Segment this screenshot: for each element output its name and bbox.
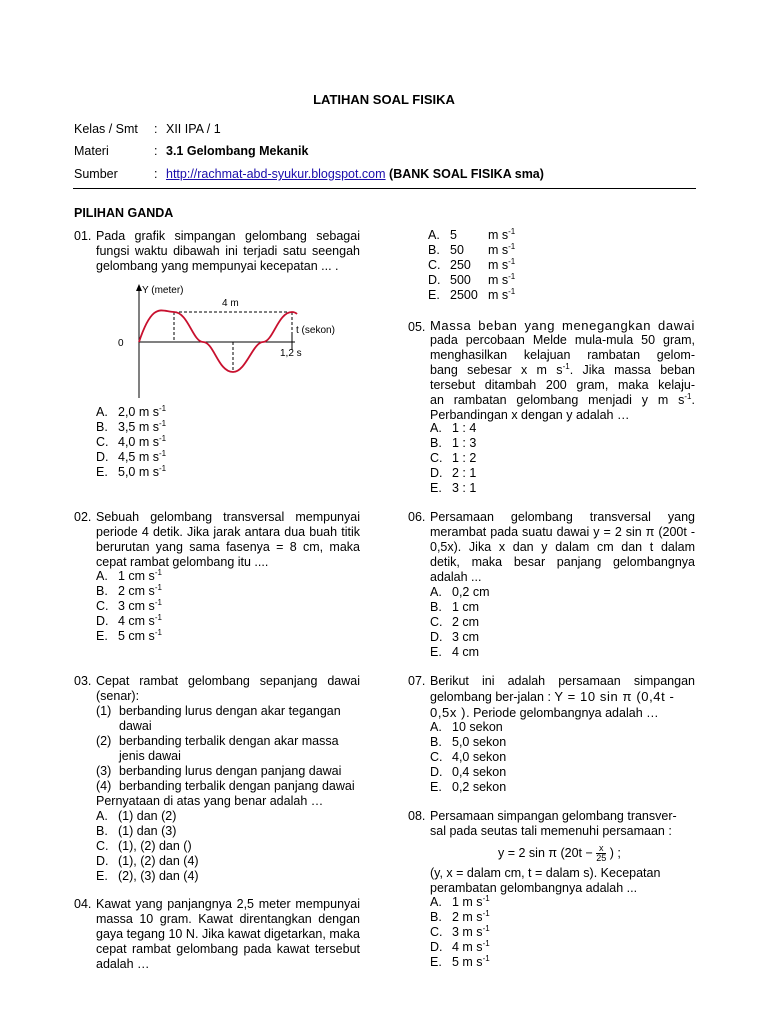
question-08-text-2: (y, x = dalam cm, t = dalam s). Kecepatan perambatan gelombangnya adalah ...	[430, 866, 661, 895]
option-e[interactable]: E. (2), (3) dan (4)	[96, 869, 199, 883]
page-title: LATIHAN SOAL FISIKA	[313, 92, 455, 107]
option-a[interactable]: A. 0,2 cm	[430, 585, 490, 599]
q04-options	[428, 228, 515, 303]
question-03-prompt: Pernyataan di atas yang benar adalah …	[96, 794, 324, 808]
option-b[interactable]: B. 2 m $s^{-1}$	[430, 908, 490, 924]
statement: (2) berbanding terbalik dengan akar massa jenis dawai	[96, 734, 339, 763]
section-title: PILIHAN GANDA	[74, 206, 174, 220]
option-e[interactable]: E. 3 : 1	[430, 481, 477, 495]
option-d[interactable]: D. 4,5 m $s^{-1}$	[96, 448, 167, 464]
header-divider	[73, 188, 696, 189]
question-05-text: Massa beban yang menegangkan dawai pada percobaan Melde mula-mula 50 gram, menghasilkan kelajuan rambatan gelom- bang sebesar x m $s^{-1}$. Jika massa beban tersebut ditambah 200 gram, maka kelaju- an rambatan gelombang menjadi y m $s^{-1}$. Perbandingan x dengan y adalah …	[430, 318, 695, 422]
sumber-label: Sumber	[74, 167, 118, 181]
q08-equation: y = 2 sin π (20t − $\frac{x}{25}$ ) ;	[498, 843, 621, 864]
option-e[interactable]: E. 5 cm $s^{-1}$	[96, 627, 162, 643]
option-a[interactable]: A. (1) dan (2)	[96, 809, 177, 823]
option-e[interactable]: E. 5 m $s^{-1}$	[430, 953, 490, 969]
option-e[interactable]: E. 2500 m $s^{-1}$	[428, 286, 516, 302]
option-b[interactable]: B. 2 cm $s^{-1}$	[96, 582, 162, 598]
option-b[interactable]: B. 50 m $s^{-1}$	[428, 241, 516, 257]
question-06-text: Persamaan gelombang transversal yang merambat pada suatu dawai y = 2 sin π (200t - 0,5x). Jika x dan y dalam cm dan t dalam detik, maka besar panjang gelombangnya adalah ...	[430, 510, 695, 584]
q03-options	[96, 809, 199, 884]
option-b[interactable]: B. 3,5 m $s^{-1}$	[96, 418, 167, 434]
option-a[interactable]: A. 5 m $s^{-1}$	[428, 226, 516, 242]
question-number: 02.	[74, 510, 92, 524]
option-c[interactable]: C. 2 cm	[430, 615, 480, 629]
option-d[interactable]: D. (1), (2) dan (4)	[96, 854, 199, 868]
option-b[interactable]: B. 5,0 sekon	[430, 735, 507, 749]
question-number: 07.	[408, 674, 426, 688]
kelas-value: XII IPA / 1	[166, 122, 221, 136]
option-a[interactable]: A. 2,0 m $s^{-1}$	[96, 403, 167, 419]
question-07-text: Berikut ini adalah persamaan simpangan gelombang ber-jalan : Y = 10 sin π (0,4t - 0,5x ). Periode gelombangnya adalah …	[430, 674, 695, 720]
option-b[interactable]: B. 1 : 3	[430, 436, 477, 450]
q07-options	[430, 720, 506, 795]
option-e[interactable]: E. 0,2 sekon	[430, 780, 507, 794]
question-number: 05.	[408, 320, 426, 334]
kelas-label: Kelas / Smt	[74, 122, 138, 136]
sumber-link[interactable]: http://rachmat-abd-syukur.blogspot.com	[166, 167, 386, 181]
option-e[interactable]: E. 4 cm	[430, 645, 480, 659]
colon: :	[154, 144, 158, 158]
q08-options	[430, 895, 490, 970]
fraction: $\frac{x}{25}$	[596, 843, 607, 864]
statement: (3) berbanding lurus dengan panjang dawai	[96, 764, 342, 778]
option-a[interactable]: A. 1 cm $s^{-1}$	[96, 567, 162, 583]
x-axis-label: t (sekon)	[296, 325, 335, 336]
wave-graph	[108, 282, 343, 400]
question-01-text: Pada grafik simpangan gelombang sebagai fungsi waktu dibawah ini terjadi satu seengah gelombang yang mempunyai kecepatan ... .	[96, 229, 360, 273]
q02-options	[96, 569, 162, 644]
materi-label: Materi	[74, 144, 109, 158]
option-d[interactable]: D. 4 cm $s^{-1}$	[96, 612, 162, 628]
y-axis-label: Y (meter)	[142, 285, 184, 296]
colon: :	[154, 122, 158, 136]
option-c[interactable]: C. 3 m $s^{-1}$	[430, 923, 490, 939]
materi-value: 3.1 Gelombang Mekanik	[166, 144, 309, 158]
question-number: 01.	[74, 229, 92, 243]
origin-label: 0	[118, 338, 124, 349]
question-number: 08.	[408, 809, 426, 823]
question-02-text: Sebuah gelombang transversal mempunyai periode 4 detik. Jika jarak antara dua buah titik berurutan yang sama fasenya = 8 cm, maka cepat rambat gelombang itu ....	[96, 510, 360, 569]
colon: :	[154, 167, 158, 181]
statement: (1) berbanding lurus dengan akar tegangan dawai	[96, 704, 341, 733]
option-a[interactable]: A. 1 : 4	[430, 421, 477, 435]
option-d[interactable]: D. 0,4 sekon	[430, 765, 507, 779]
q05-options	[430, 421, 476, 496]
option-a[interactable]: A. 10 sekon	[430, 720, 503, 734]
statement: (4) berbanding terbalik dengan panjang dawai	[96, 779, 355, 793]
option-c[interactable]: C. 1 : 2	[430, 451, 477, 465]
option-b[interactable]: B. (1) dan (3)	[96, 824, 177, 838]
option-a[interactable]: A. 1 m $s^{-1}$	[430, 893, 490, 909]
option-d[interactable]: D. 3 cm	[430, 630, 480, 644]
option-c[interactable]: C. 3 cm $s^{-1}$	[96, 597, 162, 613]
option-d[interactable]: D. 500 m $s^{-1}$	[428, 271, 516, 287]
q06-options	[430, 585, 490, 660]
question-number: 06.	[408, 510, 426, 524]
question-03-text: Cepat rambat gelombang sepanjang dawai (senar):	[96, 674, 360, 703]
sumber-extra: (BANK SOAL FISIKA sma)	[389, 167, 544, 181]
question-08-text: Persamaan simpangan gelombang transver- sal pada seutas tali memenuhi persamaan :	[430, 809, 677, 838]
time-label: 1,2 s	[280, 348, 302, 359]
option-d[interactable]: D. 2 : 1	[430, 466, 477, 480]
option-e[interactable]: E. 5,0 m $s^{-1}$	[96, 463, 167, 479]
option-b[interactable]: B. 1 cm	[430, 600, 480, 614]
option-c[interactable]: C. 4,0 m $s^{-1}$	[96, 433, 167, 449]
wave-curve	[139, 310, 297, 372]
question-number: 03.	[74, 674, 92, 688]
option-c[interactable]: C. 250 m $s^{-1}$	[428, 256, 516, 272]
question-04-text: Kawat yang panjangnya 2,5 meter mempunyai massa 10 gram. Kawat direntangkan dengan gaya tegang 10 N. Jika kawat digetarkan, maka cepat rambat gelombang pada kawat tersebut adalah …	[96, 897, 360, 971]
q01-options	[96, 405, 166, 480]
option-c[interactable]: C. (1), (2) dan ()	[96, 839, 192, 853]
option-c[interactable]: C. 4,0 sekon	[430, 750, 507, 764]
option-d[interactable]: D. 4 m $s^{-1}$	[430, 938, 490, 954]
q03-statements	[96, 704, 360, 809]
question-number: 04.	[74, 897, 92, 911]
span-label: 4 m	[222, 298, 239, 309]
